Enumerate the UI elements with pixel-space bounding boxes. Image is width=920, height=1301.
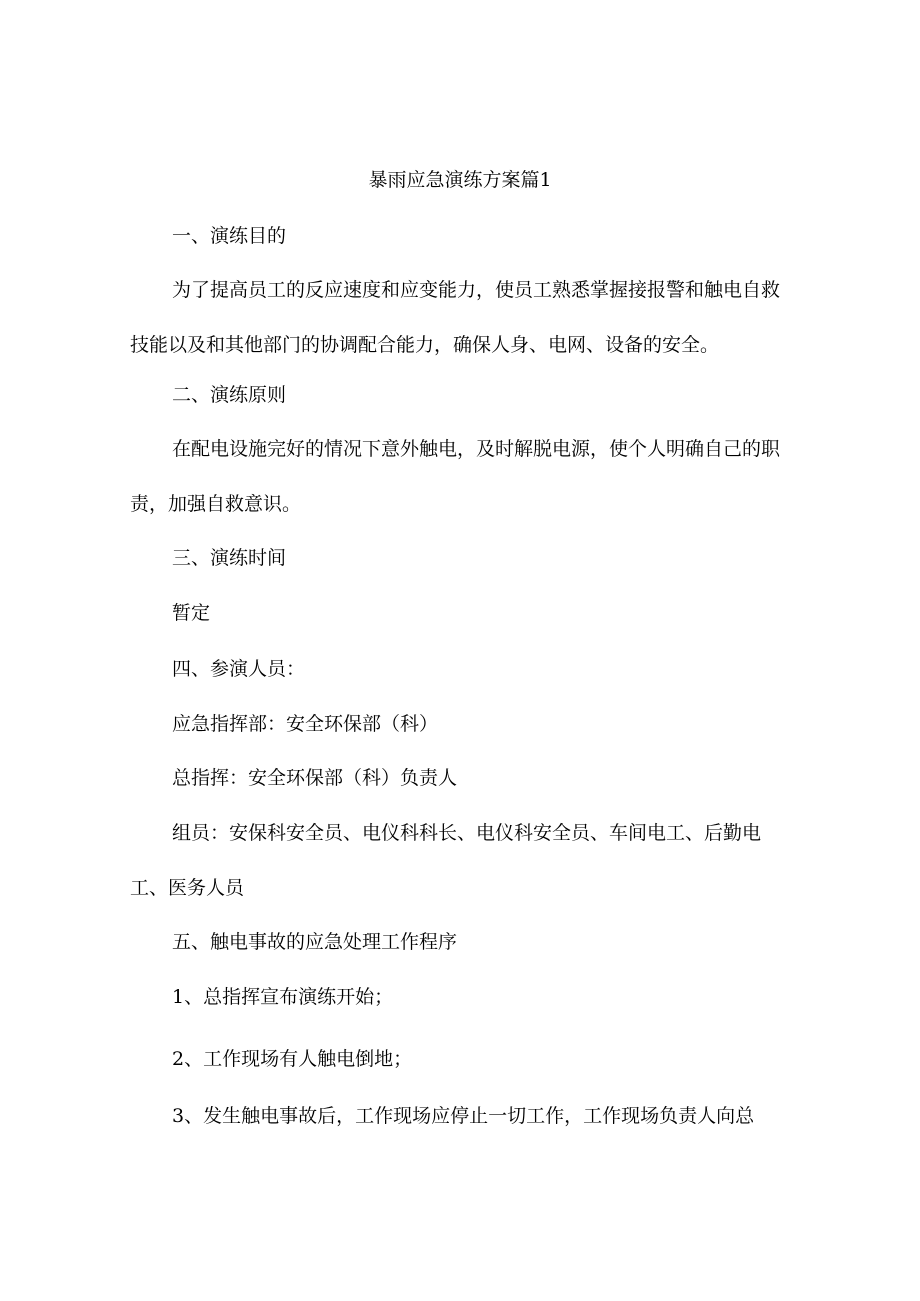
procedure-step-2: 2、工作现场有人触电倒地； bbox=[172, 1048, 413, 1070]
section-heading-purpose: 一、演练目的 bbox=[172, 225, 287, 247]
document-title: 暴雨应急演练方案篇1 bbox=[368, 169, 552, 191]
procedure-step-3: 3、发生触电事故后，工作现场应停止一切工作，工作现场负责人向总 bbox=[172, 1105, 755, 1127]
section-heading-participants: 四、参演人员： bbox=[172, 658, 306, 680]
paragraph-commander: 总指挥：安全环保部（科）负责人 bbox=[172, 767, 458, 789]
paragraph-time: 暂定 bbox=[172, 602, 211, 624]
section-heading-procedure: 五、触电事故的应急处理工作程序 bbox=[172, 931, 458, 953]
section-heading-time: 三、演练时间 bbox=[172, 547, 287, 569]
paragraph-purpose: 为了提高员工的反应速度和应变能力，使员工熟悉掌握接报警和触电自救技能以及和其他部门的协调配合能力，确保人身、电网、设备的安全。 bbox=[130, 279, 781, 356]
procedure-step-1: 1、总指挥宣布演练开始； bbox=[172, 986, 394, 1008]
paragraph-members: 组员：安保科安全员、电仪科科长、电仪科安全员、车间电工、后勤电工、医务人员 bbox=[130, 822, 762, 899]
paragraph-principle: 在配电设施完好的情况下意外触电，及时解脱电源，使个人明确自己的职责，加强自救意识。 bbox=[130, 438, 781, 515]
section-heading-principle: 二、演练原则 bbox=[172, 384, 287, 406]
paragraph-command-center: 应急指挥部：安全环保部（科） bbox=[172, 713, 439, 735]
